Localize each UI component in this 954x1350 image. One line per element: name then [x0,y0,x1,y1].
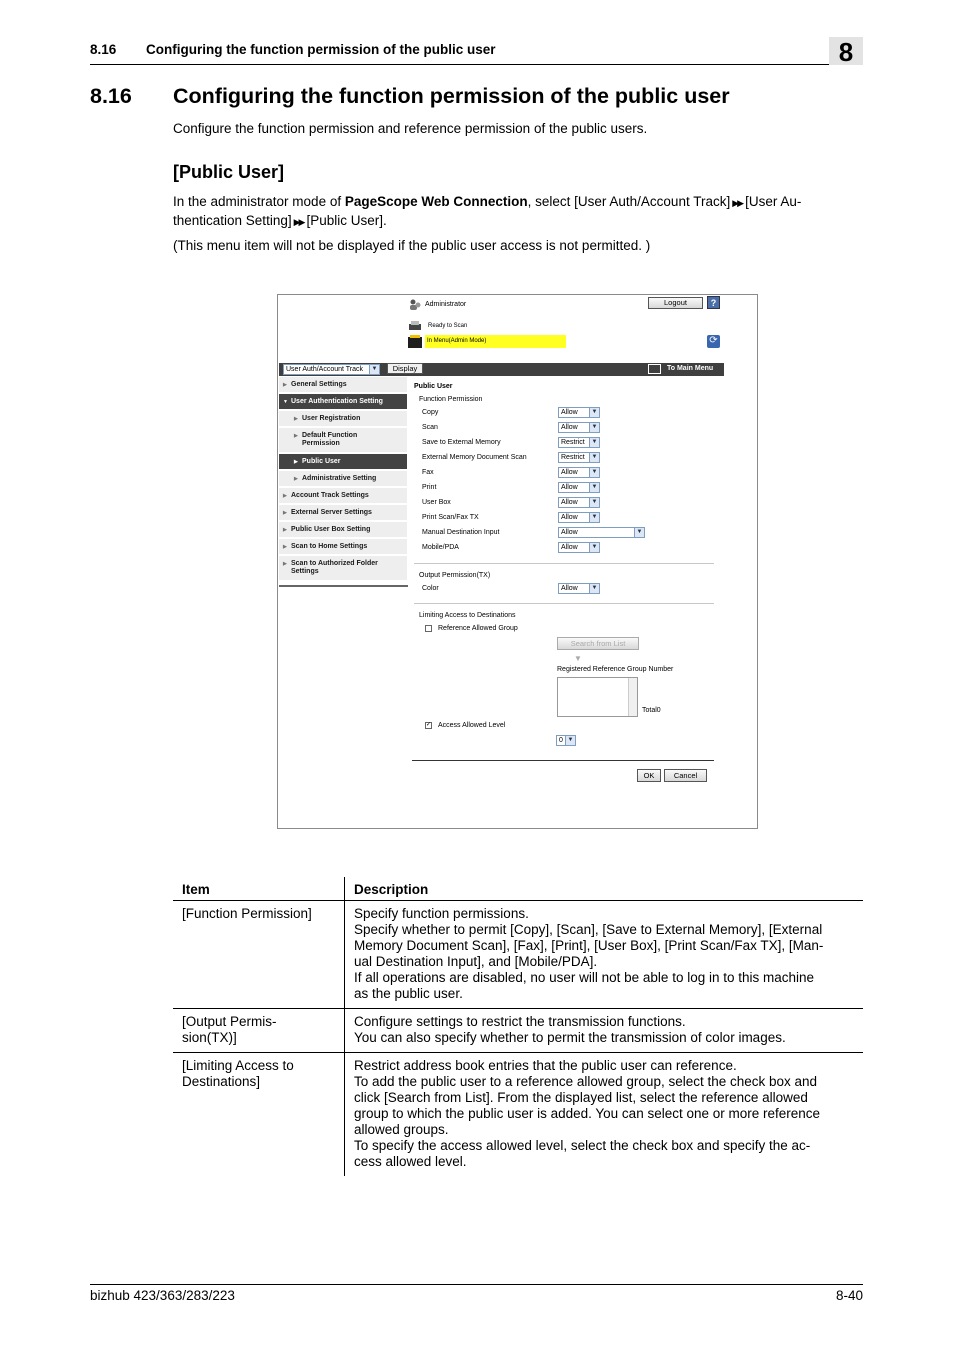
registered-reference-group-label: Registered Reference Group Number [557,666,674,673]
cell-line: [Limiting Access to [182,1058,294,1073]
triangle-right-icon: ▶ [294,459,298,465]
running-header-title: Configuring the function permission of the public user [146,42,496,57]
admin-icon [409,299,421,310]
triangle-right-icon: ▶ [283,561,287,567]
triangle-right-icon: ▶ [283,510,287,516]
table-cell-item [173,1009,345,1053]
refresh-icon[interactable]: ⟳ [707,335,720,348]
chevron-down-icon: ▼ [634,528,644,537]
table-row [173,901,863,1009]
table-cell-description [345,1053,864,1177]
table-header-description: Description [345,877,864,901]
function-label-user-box: User Box [422,499,451,506]
main-menu-icon [648,364,661,374]
display-button[interactable]: Display [387,363,423,374]
menu-user-authentication-setting[interactable] [279,394,407,410]
cell-line: Memory Document Scan], [Fax], [Print], [User Box], [Print Scan/Fax TX], [Man- [354,938,824,953]
table-cell-item [173,901,345,1009]
status-text: Ready to Scan [428,323,468,329]
table-header-item: Item [173,877,345,901]
menu-general-settings[interactable] [279,377,407,393]
user-box-select[interactable] [558,497,600,508]
cancel-button[interactable]: Cancel [664,769,707,782]
function-permission-heading: Function Permission [419,396,483,403]
save-external-memory-select[interactable] [558,437,600,448]
menu-user-registration[interactable] [279,411,407,427]
chevron-down-icon: ▼ [589,584,599,593]
triangle-right-icon: ▶ [294,476,298,482]
section-number: 8.16 [90,84,132,108]
manual-destination-input-select[interactable] [558,527,645,538]
print-select[interactable] [558,482,600,493]
table-row [173,1009,863,1053]
menu-label: Administrative Setting [302,475,377,482]
section-divider [414,563,714,564]
intro-text: Configure the function permission and reference permission of the public users. [173,121,648,136]
cell-line: Specify whether to permit [Copy], [Scan], [Save to External Memory], [External [354,922,823,937]
menu-external-server-settings[interactable] [279,505,407,521]
cell-line: Destinations] [182,1074,261,1089]
note-paragraph: (This menu item will not be displayed if the public user access is not permitted. ) [173,238,651,253]
chevron-down-icon: ▼ [589,453,599,462]
select-value: Allow [561,585,578,592]
subheading: [Public User] [173,162,285,182]
fax-select[interactable] [558,467,600,478]
total-count: Total0 [642,707,661,714]
cell-line: as the public user. [354,986,463,1001]
cell-line: [Output Permis- [182,1014,277,1029]
footer-model: bizhub 423/363/283/223 [90,1288,235,1303]
menu-label: Account Track Settings [291,492,369,499]
menu-label-line2: Settings [291,568,319,575]
listbox-scrollbar[interactable] [628,678,637,716]
cell-line: click [Search from List]. From the displayed list, select the reference allowed [354,1090,808,1105]
color-label: Color [422,585,439,592]
menu-administrative-setting[interactable] [279,471,407,487]
instruction-prefix: In the administrator mode of [173,194,345,209]
scan-select[interactable] [558,422,600,433]
cell-line: ual Destination Input], and [Mobile/PDA]. [354,954,598,969]
table-row [173,1053,863,1177]
function-label-manual-destination-input: Manual Destination Input [422,529,500,536]
arrow-down-icon: ▼ [574,654,582,663]
chapter-badge: 8 [829,37,863,65]
function-label-save-external-memory: Save to External Memory [422,439,501,446]
chevron-down-icon: ▼ [369,365,379,374]
print-scan-fax-tx-select[interactable] [558,512,600,523]
triangle-right-icon: ▶ [283,382,287,388]
select-value: Allow [561,529,578,536]
cell-line: You can also specify whether to permit the transmission of color images. [354,1030,786,1045]
menu-scan-to-home-settings[interactable] [279,539,407,555]
running-header [90,42,496,57]
cell-line: To specify the access allowed level, select the check box and specify the ac- [354,1138,811,1153]
footer-page-number: 8-40 [835,1288,863,1303]
menu-label-line1: Scan to Authorized Folder [291,560,378,567]
nav-select-value: User Auth/Account Track [286,366,364,373]
logout-button[interactable]: Logout [648,297,703,309]
access-allowed-level-label: Access Allowed Level [438,722,506,729]
chevron-down-icon: ▼ [589,483,599,492]
double-arrow-icon: ▶▶ [732,198,743,208]
admin-label: Administrator [425,301,467,308]
function-label-copy: Copy [422,409,439,416]
function-label-fax: Fax [422,469,434,476]
menu-label [291,560,378,576]
triangle-down-icon: ▼ [283,399,288,405]
select-value: Restrict [561,454,585,461]
menu-label: Public User [302,458,341,465]
color-select[interactable] [558,583,600,594]
menu-label: Public User Box Setting [291,526,371,533]
table-cell-item [173,1053,345,1177]
machine-icon [408,335,422,348]
instruction-paragraph [173,193,863,231]
page-title: Public User [414,383,453,390]
access-allowed-level-checkbox[interactable]: ✓ [426,722,432,728]
menu-label: User Registration [302,415,361,422]
select-value: 0 [559,737,563,744]
menu-label: General Settings [291,381,347,388]
menu-label-line1: Default Function [302,432,358,439]
instruction-seg2: [User Au- [745,194,802,209]
help-icon[interactable]: ? [707,296,720,309]
chevron-down-icon: ▼ [589,468,599,477]
access-level-select[interactable] [556,735,576,746]
cell-line: [Function Permission] [182,906,312,921]
form-bottom-rule [412,760,714,761]
menu-label: User Authentication Setting [291,398,383,405]
copy-select[interactable] [558,407,600,418]
menu-label [302,432,357,448]
select-value: Allow [561,469,578,476]
instruction-app-name: PageScope Web Connection [344,194,528,209]
select-value: Restrict [561,439,585,446]
web-connection-screenshot [277,294,758,829]
select-value: Allow [561,514,578,521]
menu-label: External Server Settings [291,509,372,516]
cell-line: Restrict address book entries that the public user can reference. [354,1058,737,1073]
select-value: Allow [561,499,578,506]
instruction-seg3: [Public User]. [306,213,387,228]
external-memory-scan-select[interactable] [558,452,600,463]
section-title: Configuring the function permission of the public user [173,84,730,108]
select-value: Allow [561,484,578,491]
table-cell-description [345,1009,864,1053]
to-main-menu-link[interactable]: To Main Menu [667,365,714,372]
instruction-line2: thentication Setting] [173,213,292,228]
function-label-mobile-pda: Mobile/PDA [422,544,459,551]
registered-group-listbox[interactable] [557,677,638,717]
select-value: Allow [561,544,578,551]
select-value: Allow [561,424,578,431]
table-cell-description [345,901,864,1009]
cell-line: group to which the public user is added. You can select one or more reference [354,1106,821,1121]
menu-label: Scan to Home Settings [291,543,368,550]
printer-icon [408,321,422,331]
triangle-right-icon: ▶ [294,433,298,439]
header-rule [90,64,863,65]
mode-banner: In Menu(Admin Mode) [425,335,566,348]
cell-line: Specify function permissions. [354,906,529,921]
section-divider [414,603,714,604]
limiting-access-heading: Limiting Access to Destinations [419,612,516,619]
cell-line: allowed groups. [354,1122,449,1137]
function-label-print: Print [422,484,437,491]
reference-allowed-group-label: Reference Allowed Group [438,625,518,632]
menu-label-line2: Permission [302,440,340,447]
instruction-mid: , select [User Auth/Account Track] [527,194,731,209]
output-permission-heading: Output Permission(TX) [419,572,491,579]
cell-line: If all operations are disabled, no user will not be able to log in to this machine [354,970,815,985]
function-label-external-memory-scan: External Memory Document Scan [422,454,527,461]
chevron-down-icon: ▼ [589,438,599,447]
reference-allowed-group-checkbox[interactable] [425,625,432,632]
cell-line: To add the public user to a reference allowed group, select the check box and [354,1074,818,1089]
cell-line: cess allowed level. [354,1154,467,1169]
chevron-down-icon: ▼ [589,498,599,507]
menu-bottom-rule [279,585,408,587]
nav-select[interactable] [283,364,380,375]
cell-line: Configure settings to restrict the transmission functions. [354,1014,686,1029]
running-header-number: 8.16 [90,42,117,57]
function-label-print-scan-fax-tx: Print Scan/Fax TX [422,514,479,521]
triangle-right-icon: ▶ [283,493,287,499]
select-value: Allow [561,409,578,416]
chevron-down-icon: ▼ [589,423,599,432]
double-arrow-icon: ▶▶ [293,217,304,227]
description-table [173,877,863,1176]
mobile-pda-select[interactable] [558,542,600,553]
section-heading [90,84,730,109]
chevron-down-icon: ▼ [589,543,599,552]
triangle-right-icon: ▶ [294,416,298,422]
menu-scan-to-authorized-folder-settings[interactable] [279,556,407,581]
chevron-down-icon: ▼ [589,513,599,522]
menu-account-track-settings[interactable] [279,488,407,504]
triangle-right-icon: ▶ [283,544,287,550]
menu-public-user-box-setting[interactable] [279,522,407,538]
function-label-scan: Scan [422,424,438,431]
search-from-list-button[interactable]: Search from List [557,637,639,650]
triangle-right-icon: ▶ [283,527,287,533]
footer-rule [90,1284,863,1285]
cell-line: sion(TX)] [182,1030,237,1045]
table-header-row [173,877,863,901]
menu-default-function-permission[interactable] [279,428,407,453]
ok-button[interactable]: OK [637,769,661,782]
chevron-down-icon: ▼ [589,408,599,417]
chevron-down-icon: ▼ [565,736,575,745]
menu-public-user[interactable] [279,454,407,470]
